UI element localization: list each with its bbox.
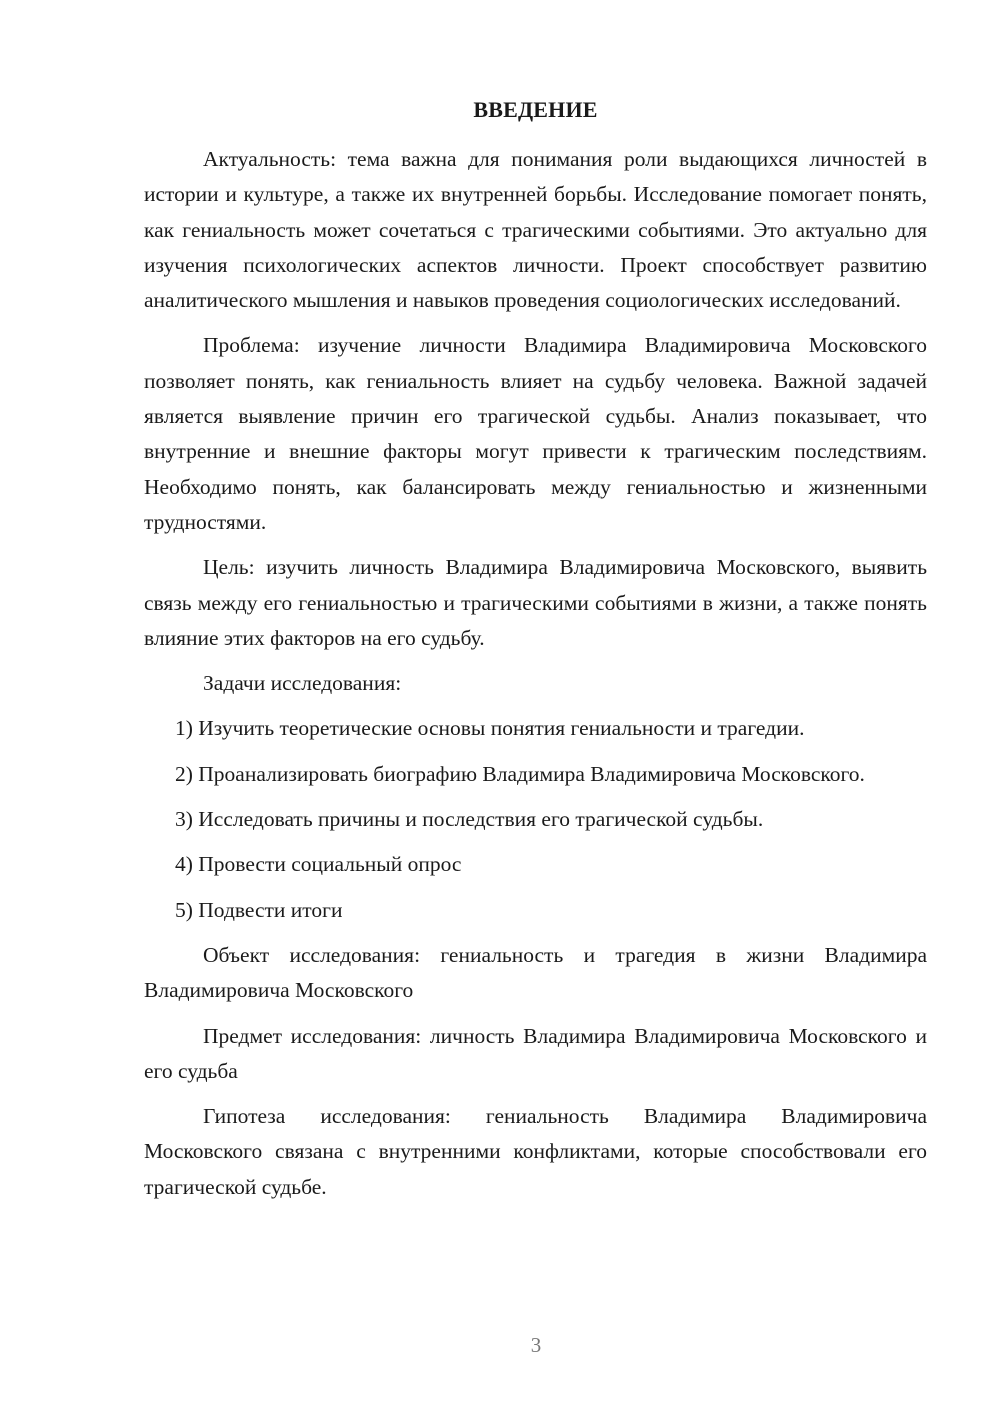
section-title: ВВЕДЕНИЕ <box>473 97 598 122</box>
task-item: 5) Подвести итоги <box>175 897 343 922</box>
relevance-paragraph: Актуальность: тема важна для понимания роли выдающихся личностей в истории и культуре, а также их внутренней борьбы. Исследование помогает понять, как гениальность может сочетаться с трагическими событиями. Это актуально для изучения психологических аспектов личности. Проект способствует развитию аналитического мышления и навыков проведения социологических исследований. <box>144 147 927 313</box>
tasks-heading: Задачи исследования: <box>203 671 402 696</box>
subject-paragraph: Предмет исследования: личность Владимира Владимировича Московского и его судьба <box>144 1023 927 1083</box>
problem-paragraph: Проблема: изучение личности Владимира Владимировича Московского позволяет понять, как гениальность влияет на судьбу человека. Важной задачей является выявление причин его трагической судьбы. Анализ показывает, что внутренние и внешние факторы могут привести к трагическим последствиям. Необходимо понять, как балансировать между гениальностью и жизненными трудностями. <box>144 333 927 534</box>
goal-paragraph: Цель: изучить личность Владимира Владимировича Московского, выявить связь между его гениальностью и трагическими событиями в жизни, а также понять влияние этих факторов на его судьбу. <box>144 555 927 650</box>
task-item: 4) Провести социальный опрос <box>175 852 462 877</box>
task-item: 3) Исследовать причины и последствия его трагической судьбы. <box>175 807 764 832</box>
object-paragraph: Объект исследования: гениальность и трагедия в жизни Владимира Владимировича Московского <box>144 942 927 1003</box>
task-item: 1) Изучить теоретические основы понятия гениальности и трагедии. <box>175 716 805 741</box>
task-item: 2) Проанализировать биографию Владимира Владимировича Московского. <box>175 761 865 786</box>
hypothesis-paragraph: Гипотеза исследования: гениальность Владимира Владимировича Московского связана с внутренними конфликтами, которые способствовали его трагической судьбе. <box>144 1104 927 1199</box>
page-number: 3 <box>530 1333 542 1357</box>
document-page <box>144 92 927 1205</box>
